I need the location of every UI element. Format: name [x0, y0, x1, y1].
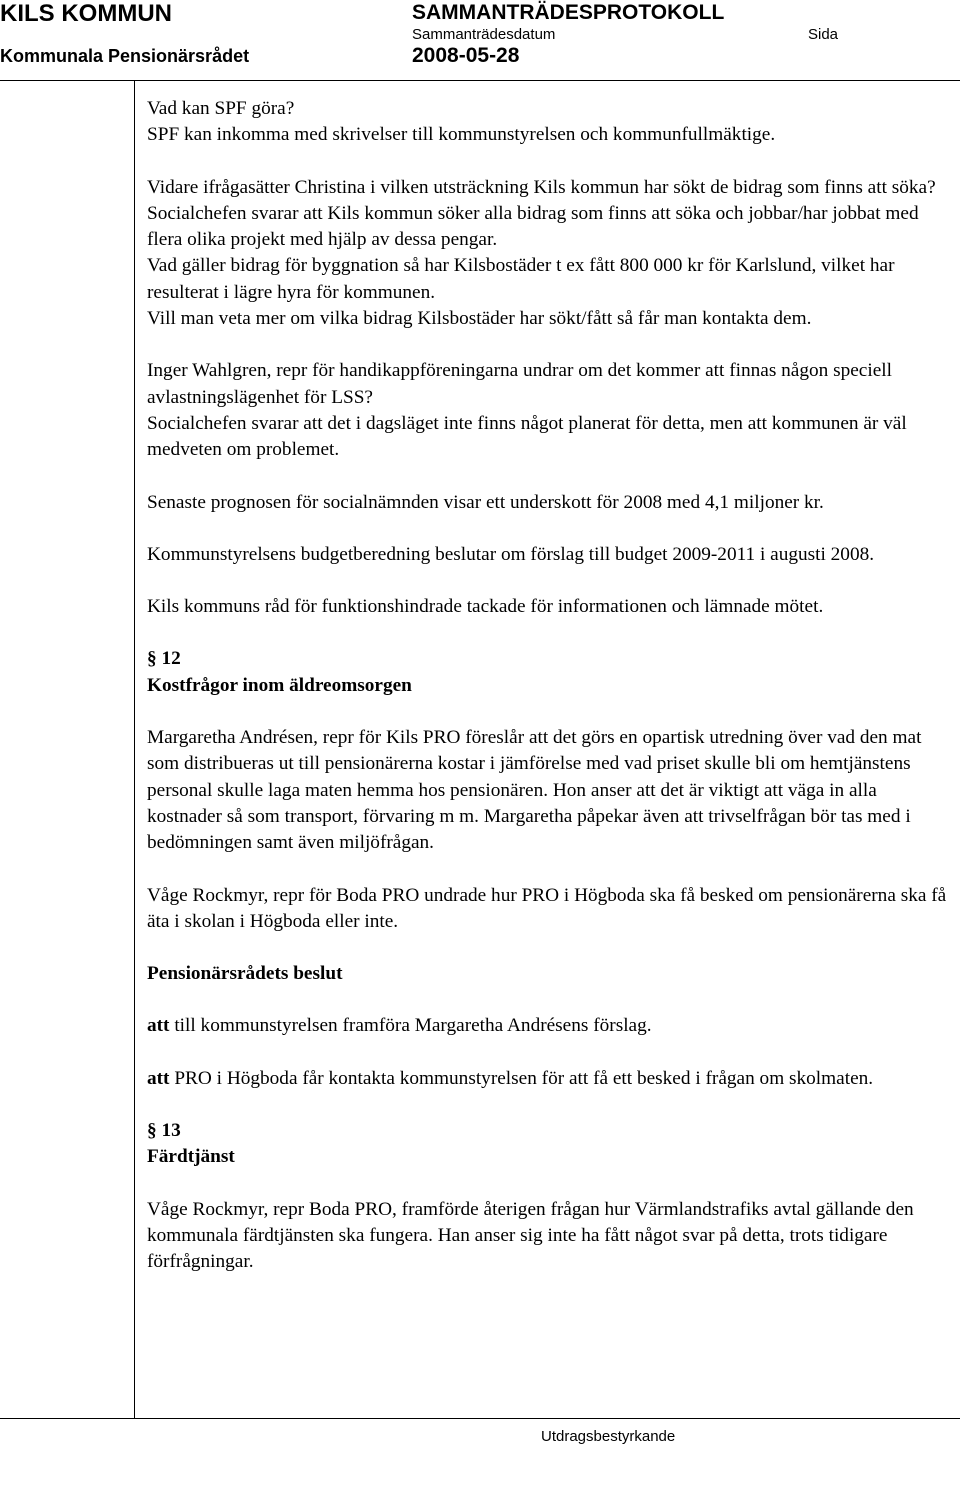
paragraph: Våge Rockmyr, repr för Boda PRO undrade hur PRO i Högboda ska få besked om pensionärerna ska få äta i skolan i Högboda eller inte.: [147, 884, 947, 932]
paragraph: Kommunstyrelsens budgetberedning beslutar om förslag till budget 2009-2011 i augusti 2008.: [147, 543, 875, 565]
paragraph: Vad kan SPF göra?: [147, 98, 295, 119]
att-keyword: att: [147, 1015, 170, 1037]
paragraph: Socialchefen svarar att Kils kommun söker alla bidrag som finns att söka och jobbar/har jobbat med flera olika projekt med hjälp av dessa pengar.: [147, 202, 919, 251]
paragraph: Våge Rockmyr, repr Boda PRO, framförde återigen frågan hur Värmlandstrafiks avtal gällande den kommunala färdtjänsten ska fungera. Han anser sig inte ha fått något svar på detta, trots tidigare förfrågningar.: [147, 1198, 914, 1273]
paragraph: Margaretha Andrésen, repr för Kils PRO föreslår att det görs en opartisk utredning över vad den mat som distribueras ut till pensionärerna kostar i jämförelse med vad priset skulle bli om hemtjänstens personal skulle laga maten hemma hos pensionären. Hon anser att det är viktigt att väga in alla kostnader så som transport, förvaring m m. Margaretha påpekar även att trivselfrågan bör tas med i bedömningen samt även miljöfrågan.: [147, 727, 922, 854]
section-number: § 12: [147, 648, 181, 670]
section-number: § 13: [147, 1120, 181, 1142]
paragraph: Senaste prognosen för socialnämnden visar ett underskott för 2008 med 4,1 miljoner kr.: [147, 491, 824, 513]
meeting-date: 2008-05-28: [412, 44, 520, 67]
section-title: Kostfrågor inom äldreomsorgen: [147, 674, 412, 696]
document-type: SAMMANTRÄDESPROTOKOLL: [412, 1, 725, 24]
municipality-name: KILS KOMMUN: [0, 0, 172, 27]
margin-line: [134, 80, 135, 1418]
paragraph: SPF kan inkomma med skrivelser till kommunstyrelsen och kommunfullmäktige.: [147, 124, 776, 146]
footer-divider: [0, 1418, 960, 1419]
paragraph: Socialchefen svarar att det i dagsläget inte finns något planerat för detta, men att kommunen är väl medveten om problemet.: [147, 412, 907, 461]
decision-text: PRO i Högboda får kontakta kommunstyrelsen för att få ett besked i frågan om skolmaten.: [174, 1067, 874, 1089]
meeting-date-label: Sammanträdesdatum: [412, 26, 556, 43]
paragraph: Inger Wahlgren, repr för handikappföreningarna undrar om det kommer att finnas någon speciell avlastningslägenhet för LSS?: [147, 360, 892, 408]
att-keyword: att: [147, 1067, 170, 1089]
paragraph: Vill man veta mer om vilka bidrag Kilsbostäder har sökt/fått så får man kontakta dem.: [147, 308, 812, 330]
header-divider: [0, 80, 960, 81]
decision-text: till kommunstyrelsen framföra Margaretha Andrésens förslag.: [174, 1015, 652, 1037]
council-name: Kommunala Pensionärsrådet: [0, 46, 250, 66]
paragraph: Vad gäller bidrag för byggnation så har Kilsbostäder t ex fått 800 000 kr för Karlslund, vilket har resulterat i lägre hyra för kommunen.: [147, 255, 895, 303]
decision-heading: Pensionärsrådets beslut: [147, 963, 343, 985]
decision-item: [147, 1013, 953, 1039]
certification-label: Utdragsbestyrkande: [541, 1428, 676, 1445]
section-title: Färdtjänst: [147, 1146, 235, 1168]
paragraph: Vidare ifrågasätter Christina i vilken utsträckning Kils kommun har sökt de bidrag som finns att söka?: [147, 176, 936, 198]
protocol-body: [147, 96, 953, 1276]
decision-item: [147, 1066, 953, 1092]
page-label: Sida: [808, 26, 839, 43]
paragraph: Kils kommuns råd för funktionshindrade tackade för informationen och lämnade mötet.: [147, 596, 824, 618]
